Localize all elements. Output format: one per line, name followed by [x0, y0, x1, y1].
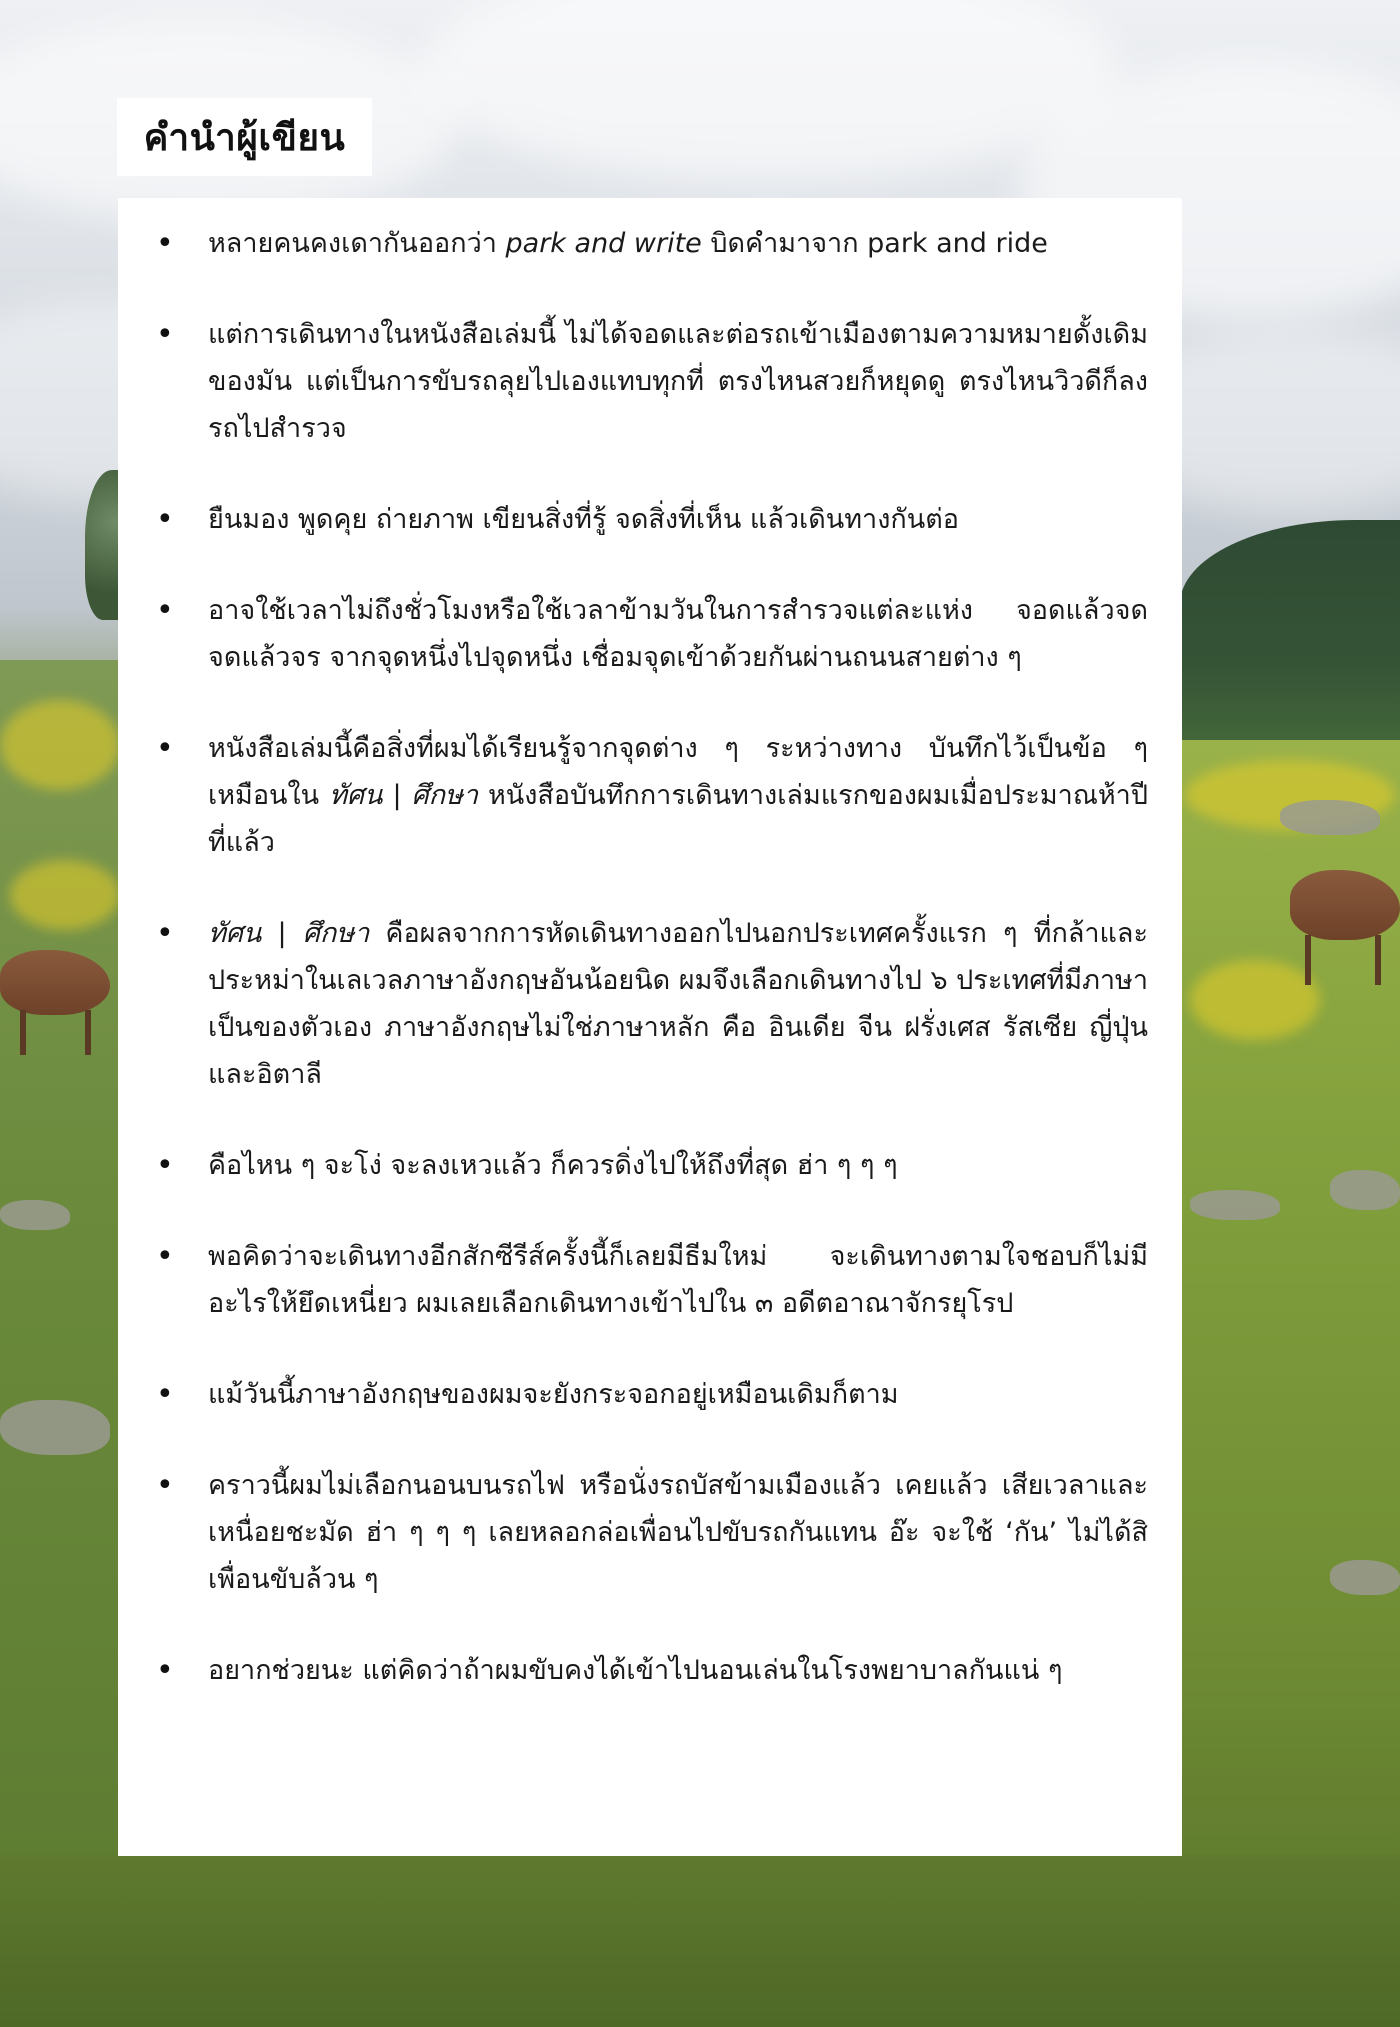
italic-text: ทัศน | ศึกษา	[329, 780, 478, 811]
bullet-dot: •	[156, 593, 174, 628]
paragraph-text: คราวนี้ผมไม่เลือกนอนบนรถไฟ หรือนั่งรถบัสข้ามเมืองแล้ว เคยแล้ว เสียเวลาและเหนื่อยชะมัด ฮ่า ๆ ๆ ๆ เลยหลอกล่อเพื่อนไปขับรถกันแทน อ๊ะ จะใช้ ‘กัน’ ไม่ได้สิ เพื่อนขับล้วน ๆ	[208, 1470, 1148, 1595]
bullet-dot: •	[156, 731, 174, 766]
yellow-flowers	[0, 700, 120, 790]
bullet-item	[152, 1462, 1148, 1603]
bullet-dot: •	[156, 226, 174, 261]
paragraph-text: หนังสือเล่มนี้คือสิ่งที่ผมได้เรียนรู้จากจุดต่าง ๆ ระหว่างทาง บันทึกไว้เป็นข้อ ๆ เหมือนใน	[208, 733, 1148, 811]
paragraph-text: ยืนมอง พูดคุย ถ่ายภาพ เขียนสิ่งที่รู้ จดสิ่งที่เห็น แล้วเดินทางกันต่อ	[208, 504, 959, 535]
bullet-item	[152, 1371, 1148, 1418]
bullet-dot: •	[156, 1653, 174, 1688]
paragraph-text: พอคิดว่าจะเดินทางอีกสักซีรีส์ครั้งนี้ก็เลยมีธีมใหม่ จะเดินทางตามใจชอบก็ไม่มีอะไรให้ยึดเหนี่ยว ผมเลยเลือกเดินทางเข้าไปใน ๓ อดีตอาณาจักรยุโรป	[208, 1241, 1148, 1319]
text-panel	[118, 198, 1182, 1856]
deer-leg	[1375, 935, 1381, 985]
bullet-dot: •	[156, 1468, 174, 1503]
deer-leg	[85, 1010, 91, 1055]
paragraph-text: แต่การเดินทางในหนังสือเล่มนี้ ไม่ได้จอดและต่อรถเข้าเมืองตามความหมายดั้งเดิมของมัน แต่เป็นการขับรถลุยไปเองแทบทุกที่ ตรงไหนสวยก็หยุดดู ตรงไหนวิวดีก็ลงรถไปสำรวจ	[208, 319, 1148, 444]
rock	[0, 1400, 110, 1455]
paragraph-text: คือผลจากการหัดเดินทางออกไปนอกประเทศครั้งแรก ๆ ที่กล้าและประหม่าในเลเวลภาษาอังกฤษอันน้อยนิด ผมจึงเลือกเดินทางไป ๖ ประเทศที่มีภาษาเป็นของตัวเอง ภาษาอังกฤษไม่ใช่ภาษาหลัก คือ อินเดีย จีน ฝรั่งเศส รัสเซีย ญี่ปุ่น และอิตาลี	[208, 918, 1148, 1090]
forest-hill	[1180, 520, 1400, 760]
bullet-item	[152, 587, 1148, 681]
paragraph-text: คือไหน ๆ จะโง่ จะลงเหวแล้ว ก็ควรดิ่งไปให้ถึงที่สุด ฮ่า ๆ ๆ ๆ	[208, 1150, 898, 1181]
rock	[1330, 1170, 1400, 1210]
paragraph-text: หนังสือบันทึกการเดินทางเล่มแรกของผมเมื่อประมาณห้าปีที่แล้ว	[208, 780, 1148, 858]
rock	[1280, 800, 1380, 835]
rock	[1330, 1560, 1400, 1595]
bullet-item	[152, 496, 1148, 543]
paragraph-text: บิดคำมาจาก park and ride	[701, 228, 1048, 259]
italic-text: ทัศน | ศึกษา	[208, 918, 370, 949]
bullet-item	[152, 311, 1148, 452]
title-box	[117, 98, 372, 176]
bullet-dot: •	[156, 1148, 174, 1183]
deer-leg	[1305, 935, 1311, 985]
paragraph-text: อาจใช้เวลาไม่ถึงชั่วโมงหรือใช้เวลาข้ามวันในการสำรวจแต่ละแห่ง จอดแล้วจด จดแล้วจร จากจุดหนึ่งไปจุดหนึ่ง เชื่อมจุดเข้าด้วยกันผ่านถนนสายต่าง ๆ	[208, 595, 1148, 673]
yellow-flowers	[1190, 960, 1320, 1040]
grass-foreground	[0, 1855, 1400, 2027]
bullet-dot: •	[156, 502, 174, 537]
bullet-item	[152, 220, 1148, 267]
bullet-dot: •	[156, 1239, 174, 1274]
bullet-item	[152, 910, 1148, 1098]
bullet-item	[152, 725, 1148, 866]
page-title: คำนำผู้เขียน	[143, 115, 346, 159]
deer-leg	[20, 1010, 26, 1055]
cloud	[420, 0, 1120, 180]
paragraph-text: แม้วันนี้ภาษาอังกฤษของผมจะยังกระจอกอยู่เหมือนเดิมก็ตาม	[208, 1379, 899, 1410]
paragraph-text: อยากช่วยนะ แต่คิดว่าถ้าผมขับคงได้เข้าไปนอนเล่นในโรงพยาบาลกันแน่ ๆ	[208, 1655, 1063, 1686]
paragraph-text: หลายคนคงเดากันออกว่า	[208, 228, 506, 259]
bullet-list	[152, 220, 1148, 1694]
bullet-item	[152, 1647, 1148, 1694]
rock	[1190, 1190, 1280, 1220]
yellow-flowers	[10, 860, 120, 930]
bullet-dot: •	[156, 317, 174, 352]
bullet-dot: •	[156, 916, 174, 951]
italic-text: park and write	[505, 228, 702, 259]
bullet-item	[152, 1142, 1148, 1189]
bullet-dot: •	[156, 1377, 174, 1412]
rock	[0, 1200, 70, 1230]
bullet-item	[152, 1233, 1148, 1327]
